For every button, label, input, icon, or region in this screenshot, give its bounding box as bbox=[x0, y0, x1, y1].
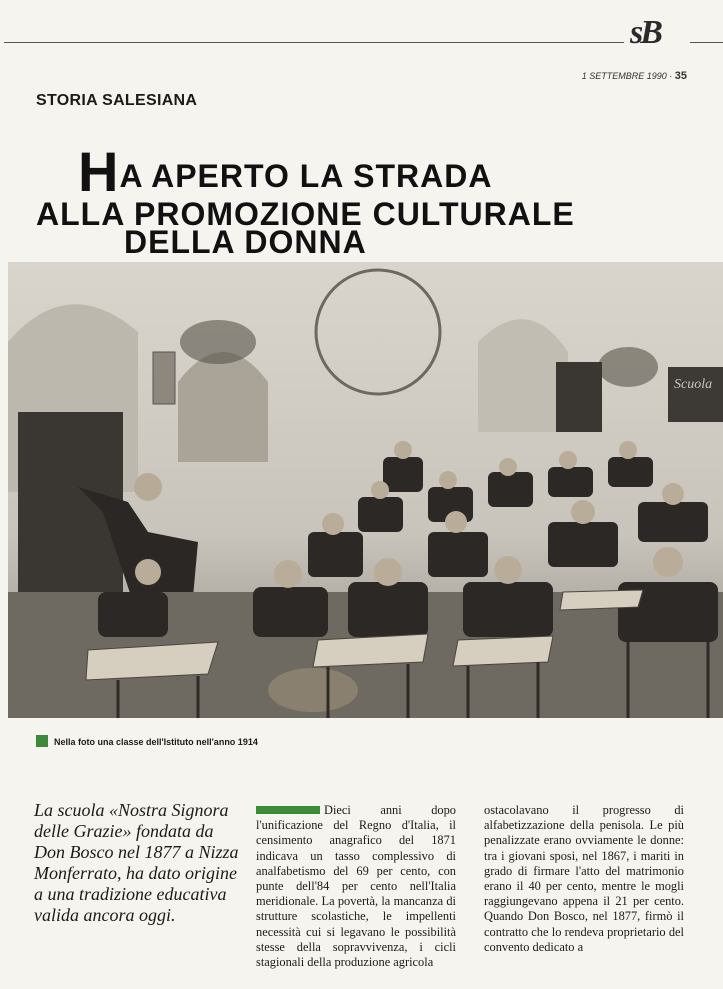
caption-marker bbox=[36, 735, 48, 747]
issue-date: 1 SETTEMBRE 1990 bbox=[581, 71, 667, 81]
headline-line-3: DELLA DONNA bbox=[124, 224, 367, 260]
body-column-1-text: Dieci anni dopo l'unificazione del Regno d'Italia, il censimento anagrafico del 1871 indicava un tasso complessivo di analfabetismo del 69 per cento, con punte dell'84 per cento nell'Italia meridionale. La povertà, la mancanza di strutture scolastiche, le impellenti necessità cui si legavano le possibilità stesse della sopravvivenza, i cicli stagionali della produzione agricola bbox=[256, 803, 456, 970]
magazine-logo: sB bbox=[630, 14, 660, 51]
top-rule bbox=[4, 42, 624, 43]
body-column-2: ostacolavano il progresso di alfabetizzazione della penisola. Le più penalizzate erano ovviamente le donne: tra i giovani sposi, nel 1867, i mariti in grado di firmare l'atto del matrimonio erano il 40 per cento, mentre le mogli raggiungevano appena il 21 per cento. Quando Don Bosco, nel 1877, firmò il contratto che lo rendeva proprietario del convento dedicato a bbox=[484, 803, 684, 954]
body-column-1 bbox=[256, 803, 456, 970]
blackboard-text: Scuola bbox=[674, 377, 713, 392]
caption-text: Nella foto una classe dell'Istituto nell'anno 1914 bbox=[54, 737, 258, 747]
paragraph-marker bbox=[256, 806, 320, 814]
intro-text: La scuola «Nostra Signora delle Grazie» fondata da Don Bosco nel 1877 a Nizza Monferrato, ha dato origine a una tradizione educativa valida ancora oggi. bbox=[34, 800, 239, 925]
classroom-photo bbox=[8, 262, 723, 718]
top-rule-right bbox=[690, 42, 723, 43]
section-title: STORIA SALESIANA bbox=[36, 92, 198, 109]
page-number: 35 bbox=[674, 70, 687, 82]
headline-line-1-text: A APERTO LA STRADA bbox=[119, 158, 493, 194]
headline-line-2: ALLA PROMOZIONE CULTURALE bbox=[36, 196, 575, 232]
photo-caption bbox=[36, 735, 258, 747]
headline-initial: H bbox=[78, 140, 120, 203]
dateline: 1 SETTEMBRE 1990 · 35 bbox=[581, 70, 687, 82]
headline-line-1 bbox=[78, 140, 716, 203]
headline bbox=[36, 140, 716, 232]
headline-lower bbox=[36, 224, 716, 260]
